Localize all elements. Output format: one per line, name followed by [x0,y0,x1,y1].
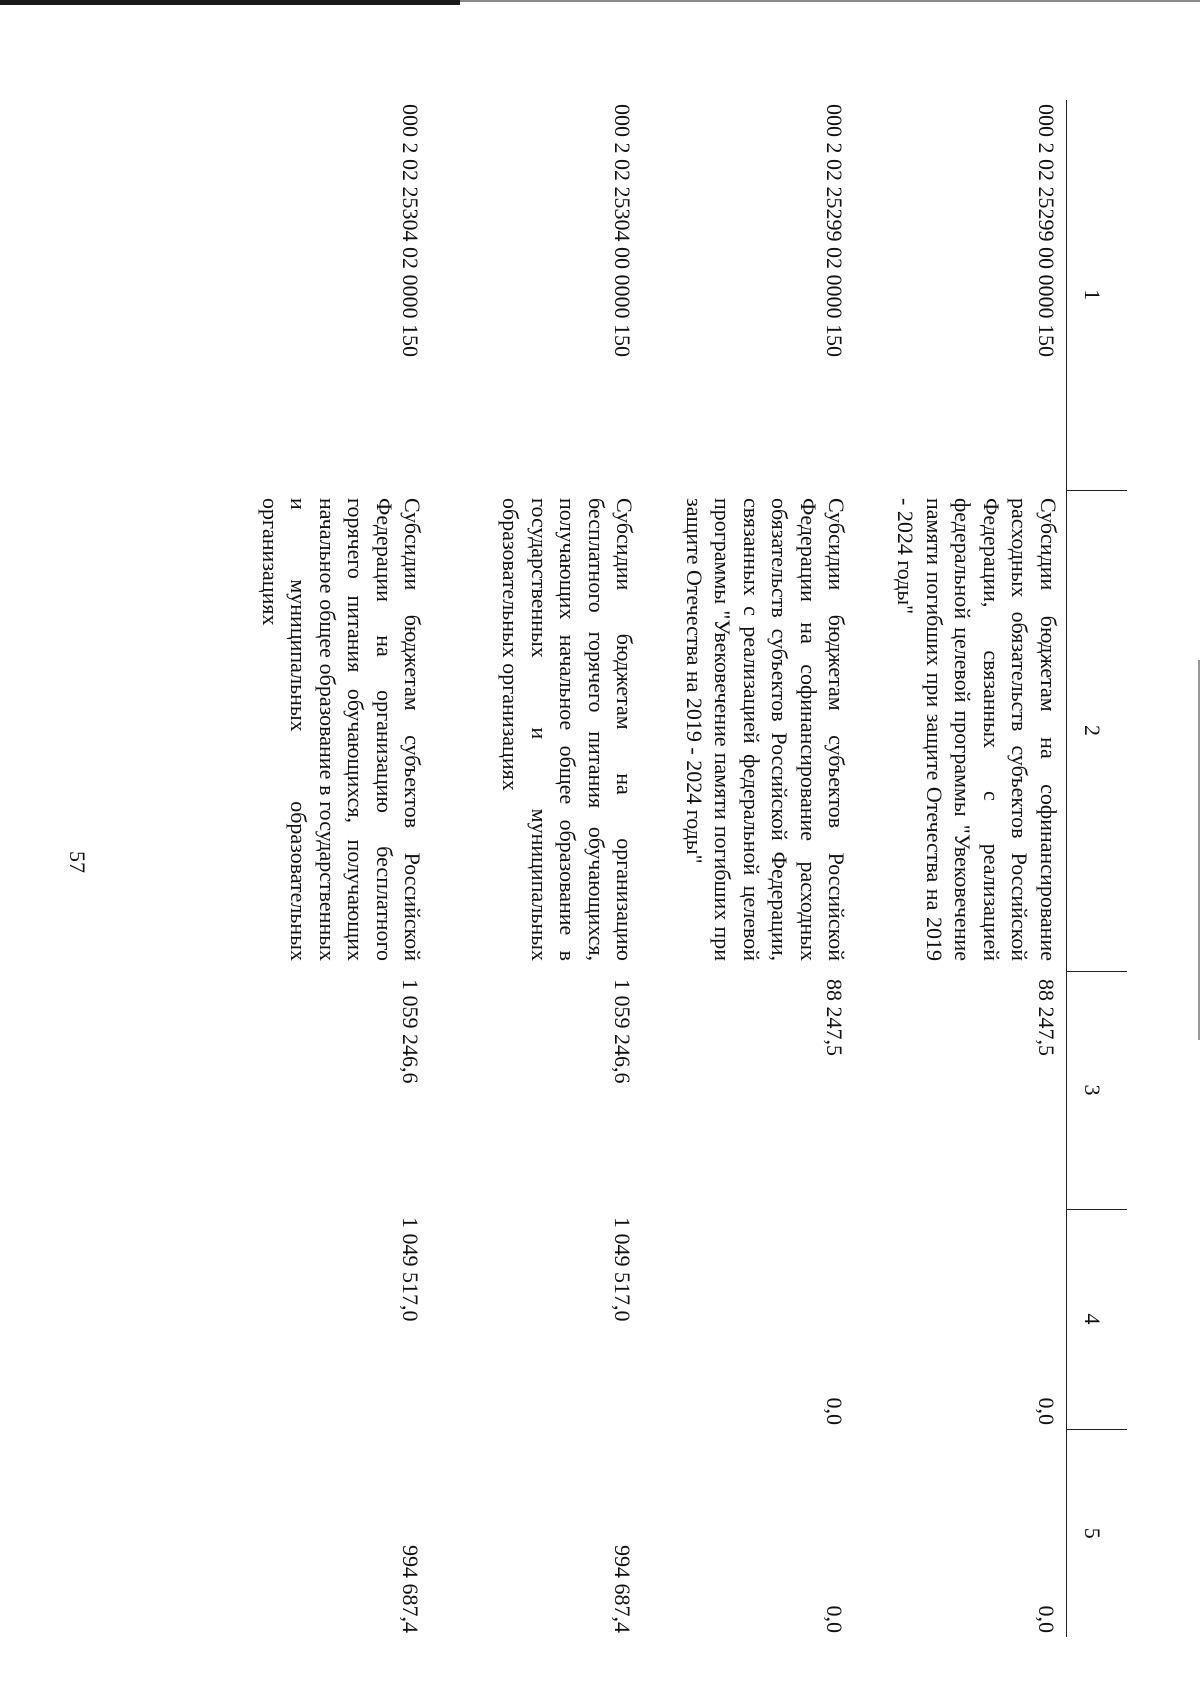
value-col3: 1 059 246,6 [398,979,424,1084]
row-description: Субсидии бюджетам на организацию бесплатного горячего питания обучающихся, получающих начальное общее образование в государственных и муниципальных образовательных организациях [498,498,638,961]
value-col4: 1 049 517,0 [610,1217,636,1322]
budget-code: 000 2 02 25304 02 0000 150 [398,104,424,357]
value-col4: 0,0 [822,1397,848,1425]
value-col5: 994 687,4 [398,1545,424,1633]
column-header: 4 [1067,1209,1128,1429]
value-col5: 0,0 [822,1605,848,1633]
column-header: 3 [1067,971,1128,1209]
table-row [855,100,1067,1637]
budget-table [219,100,1128,1637]
value-col3: 88 247,5 [1034,979,1059,1056]
value-col4: 0,0 [1034,1397,1059,1425]
budget-code: 000 2 02 25299 02 0000 150 [822,104,848,357]
value-col5: 0,0 [1034,1605,1059,1633]
row-description: Субсидии бюджетам субъектов Российской Федерации на организацию бесплатного горячего питания обучающихся, получающих начальное общее образование в государственных и муниципальных образовательных организациях [257,498,426,961]
row-description: Субсидии бюджетам на софинансирование расходных обязательств субъектов Российской Федерации, связанных с реализацией федеральной целевой программы "Увековечение памяти погибших при защите Отечества на 2019 - 2024 годы" [893,498,1061,961]
value-col3: 88 247,5 [822,979,848,1056]
value-col5: 994 687,4 [610,1545,636,1633]
table-row [643,100,855,1637]
value-col4: 1 049 517,0 [398,1217,424,1322]
table-row [431,100,643,1637]
page-number: 57 [65,851,90,873]
budget-code: 000 2 02 25304 00 0000 150 [610,104,636,357]
column-header: 5 [1067,1429,1128,1637]
column-header: 1 [1067,100,1128,490]
value-col3: 1 059 246,6 [610,979,636,1084]
table-row [219,100,431,1637]
column-header: 2 [1067,490,1128,971]
budget-code: 000 2 02 25299 00 0000 150 [1034,104,1059,357]
row-description: Субсидии бюджетам субъектов Российской Федерации на софинансирование расходных обязательств субъектов Российской Федерации, связанных с реализацией федеральной целевой программы "Увековечение памяти погибших при защите Отечества на 2019 - 2024 годы" [681,498,850,961]
table-header-row [1067,100,1128,1637]
